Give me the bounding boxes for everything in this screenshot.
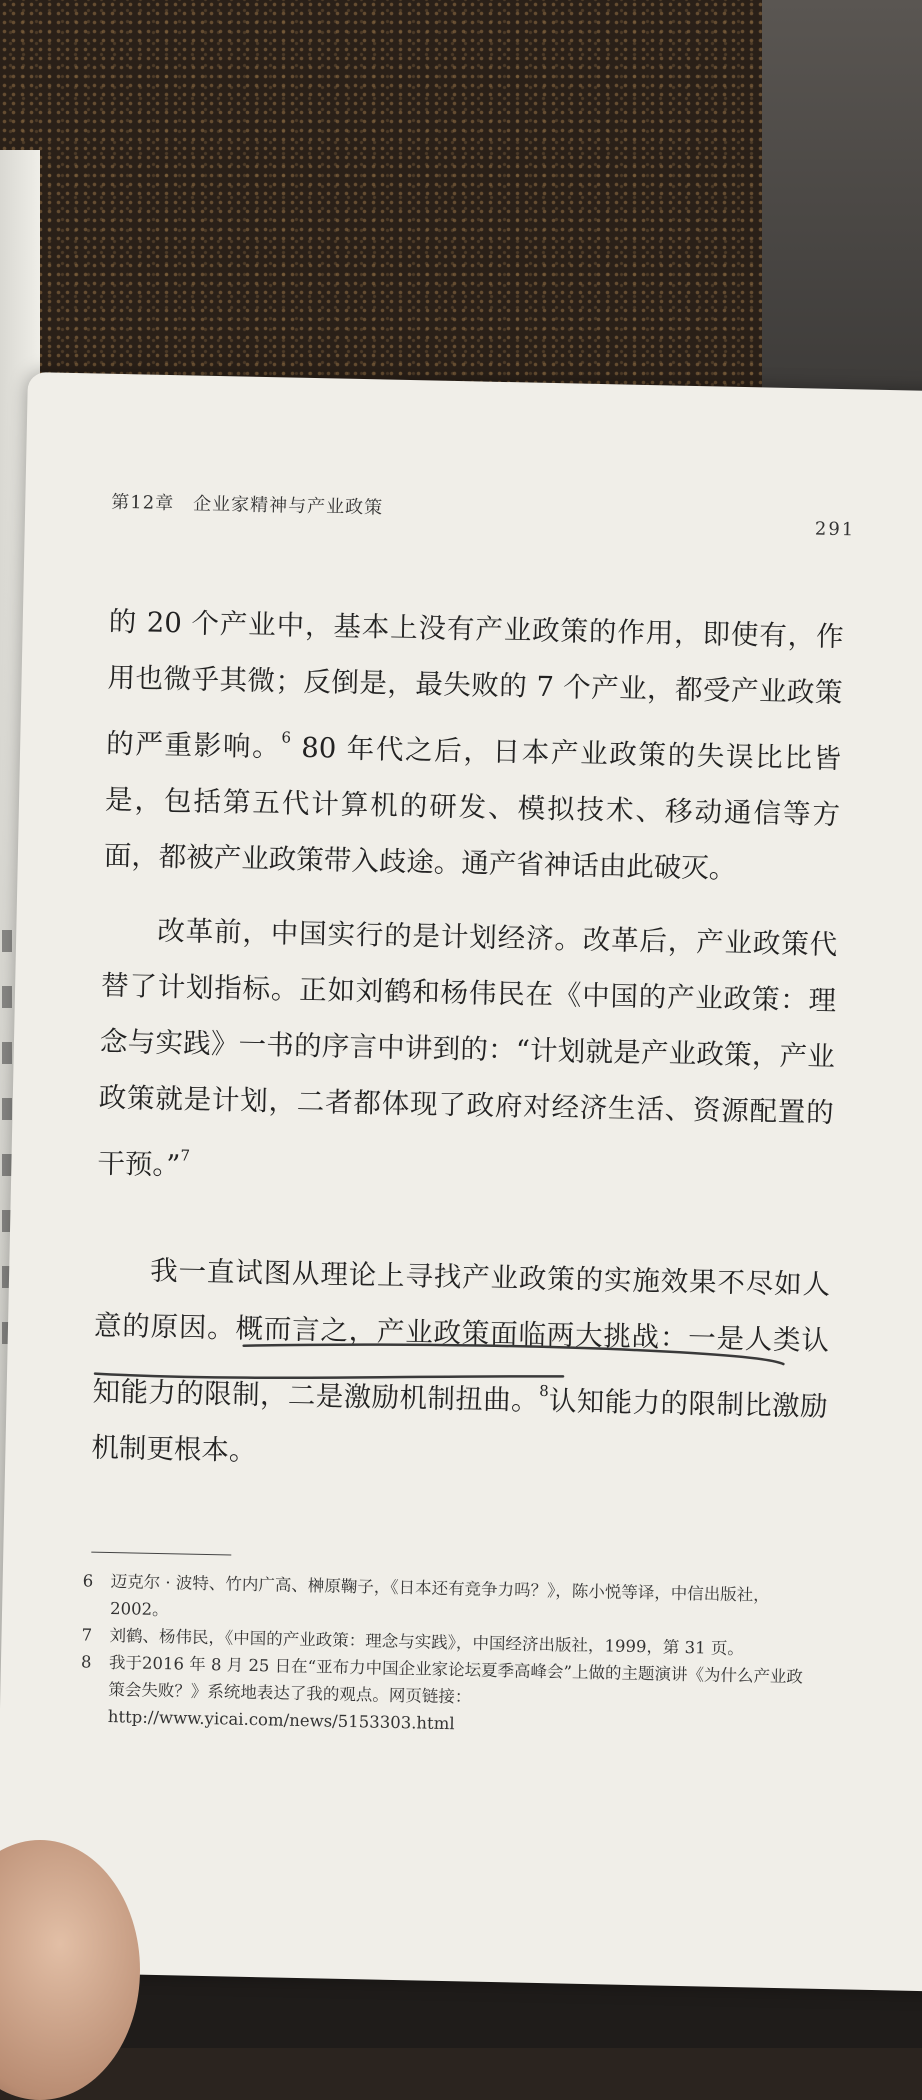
page-number: 291 (814, 518, 856, 541)
footnote-ref-7: 7 (180, 1146, 191, 1165)
paragraph-3-text: 我一直试图从理论上寻找产业政策的实施效果不尽如人意的原因。概而言之， (93, 1254, 831, 1348)
background-seat (762, 0, 922, 420)
footnote-ref-8: 8 (539, 1381, 549, 1401)
running-header: 第12章 企业家精神与产业政策 (111, 491, 384, 519)
footnote-ref-6: 6 (281, 728, 292, 747)
paragraph-3 (91, 1242, 831, 1491)
paragraph-1-tail: 80 年代之后，日本产业政策的失误比比皆是，包括第五代计算机的研发、模拟技术、移动通信等方面，都被产业政策带入歧途。通产省神话由此破灭。 (103, 731, 842, 885)
paragraph-2 (97, 902, 838, 1207)
footnotes (80, 1567, 818, 1744)
paragraph-1-text: 的 20 个产业中，基本上没有产业政策的作用，即使有，作用也微乎其微；反倒是，最失败的 7 个产业，都受产业政策的严重影响。 (105, 605, 844, 764)
footnote-text: 迈克尔 · 波特、竹内广高、榊原鞠子，《日本还有竞争力吗？》，陈小悦等译，中信出版社，2002。 (109, 1571, 770, 1620)
footnote-rule (91, 1552, 231, 1556)
underlined-passage-tail: 认知能力的限制比激励机制更根本。 (91, 1385, 828, 1468)
footnote-number: 6 (82, 1571, 94, 1591)
footnote-text: 我于2016 年 8 月 25 日在“亚布力中国企业家论坛夏季高峰会”上做的主题演讲《为什么产业政策会失败？》系统地表达了我的观点。网页链接：http://www.yicai.com/news/5153303.html (107, 1652, 804, 1734)
footnote-number: 8 (80, 1652, 92, 1672)
footnote-number: 7 (81, 1625, 93, 1645)
footnote-8 (80, 1648, 817, 1744)
paragraph-1 (103, 594, 844, 899)
paragraph-2-text: 改革前，中国实行的是计划经济。改革后，产业政策代替了计划指标。正如刘鹤和杨伟民在《中国的产业政策：理念与实践》一书的序言中讲到的：“计划就是产业政策，产业政策就是计划，二者都体现了政府对经济生活、资源配置的干预。” (97, 914, 838, 1182)
underlined-passage: 产业政策面临两大挑战：一是人类认知能力的限制，二是激励机制扭曲。 (92, 1315, 830, 1417)
body-text (91, 594, 844, 1491)
book-page (0, 372, 922, 1991)
footnote-text: 刘鹤、杨伟民，《中国的产业政策：理念与实践》，中国经济出版社，1999，第 31 页。 (109, 1625, 745, 1659)
